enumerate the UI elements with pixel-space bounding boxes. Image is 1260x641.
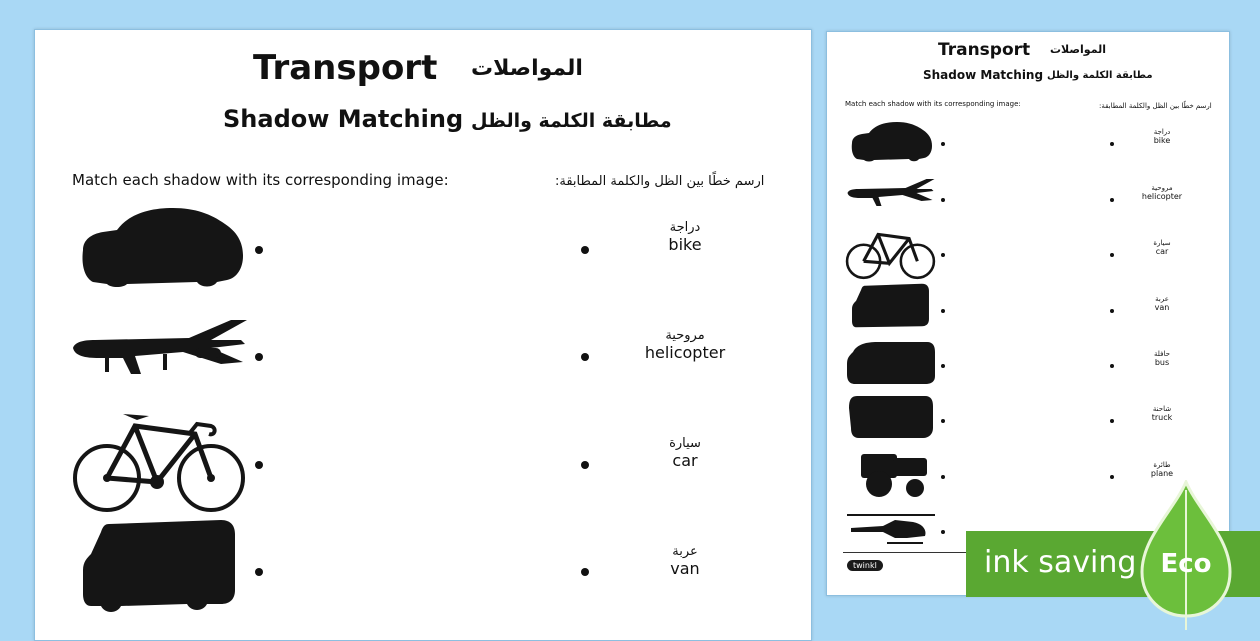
worksheet-subtitle-arabic: مطابقة الكلمة والظل [471,110,672,132]
word-english: bike [1153,136,1171,145]
word-arabic: دراجة [1153,128,1171,136]
bus-silhouette [847,342,935,384]
word-item [1127,184,1197,201]
word-arabic: دراجة [669,220,701,235]
bicycle-silhouette [71,410,249,514]
match-dot-right[interactable] [1110,419,1114,423]
word-arabic: حافلة [1154,350,1170,358]
van-silhouette [81,518,239,614]
instruction-text-arabic: ارسم خطًا بين الظل والكلمة المطابقة: [555,174,765,189]
match-dot-right[interactable] [1110,253,1114,257]
word-item [615,544,755,578]
preview-title-arabic: المواصلات [1050,43,1106,56]
word-english: helicopter [644,343,726,362]
word-english: van [1154,303,1170,312]
plane-silhouette [71,318,249,390]
worksheet-subtitle: Shadow Matching [223,105,464,133]
word-item [615,328,755,362]
worksheet-title: Transport [253,48,438,88]
match-dot-right[interactable] [1110,142,1114,146]
word-arabic: سيارة [1153,239,1171,247]
preview-subtitle: Shadow Matching [923,68,1044,82]
eco-drop-icon [1138,480,1234,630]
instruction-text: Match each shadow with its corresponding image: [72,171,449,189]
match-dot-right[interactable] [581,246,589,254]
match-dot-left[interactable] [255,568,263,576]
word-arabic: عربة [1155,295,1169,303]
plane-silhouette [845,178,937,214]
match-dot-left[interactable] [941,475,945,479]
word-item [1127,295,1197,312]
word-arabic: مروحية [665,328,705,343]
car-silhouette [77,204,245,288]
preview-instruction-arabic: ارسم خطًا بين الظل والكلمة المطابقة: [1099,102,1212,110]
word-english: car [1155,247,1169,256]
match-dot-right[interactable] [581,353,589,361]
match-dot-left[interactable] [941,364,945,368]
match-dot-left[interactable] [255,353,263,361]
bicycle-silhouette [845,226,937,280]
word-arabic: طائرة [1153,461,1171,469]
ink-saving-label: ink saving [984,545,1137,580]
match-dot-left[interactable] [941,198,945,202]
match-dot-right[interactable] [1110,364,1114,368]
preview-instruction: Match each shadow with its corresponding image: [845,100,1021,108]
match-dot-right[interactable] [1110,309,1114,313]
word-english: car [672,451,698,470]
match-dot-right[interactable] [581,461,589,469]
word-item [615,220,755,254]
word-item [1127,405,1197,422]
word-item [1127,350,1197,367]
match-dot-left[interactable] [941,530,945,534]
word-english: van [670,559,700,578]
match-dot-left[interactable] [941,142,945,146]
van-silhouette [851,282,931,332]
match-dot-left[interactable] [941,253,945,257]
word-arabic: مروحية [1151,184,1173,192]
match-dot-right[interactable] [1110,198,1114,202]
word-item [1127,239,1197,256]
word-english: bus [1154,358,1170,367]
match-dot-right[interactable] [581,568,589,576]
word-arabic: شاحنة [1152,405,1172,413]
truck-silhouette [849,396,933,438]
preview-title: Transport [938,40,1031,60]
word-arabic: عربة [672,544,698,559]
worksheet-page [34,29,812,641]
worksheet-title-arabic: المواصلات [471,56,583,81]
word-english: truck [1151,413,1173,422]
match-dot-left[interactable] [255,246,263,254]
match-dot-right[interactable] [1110,475,1114,479]
word-item [615,436,755,470]
word-english: bike [668,235,702,254]
preview-subtitle-arabic: مطابقة الكلمة والظل [1047,70,1153,81]
word-english: helicopter [1141,192,1183,201]
helicopter-silhouette [847,510,935,548]
twinkl-logo: twinkl [847,560,883,571]
match-dot-left[interactable] [941,309,945,313]
word-english: plane [1150,469,1174,478]
tractor-silhouette [853,448,931,498]
eco-label: Eco [1160,549,1212,579]
car-silhouette [847,120,935,162]
word-item [1127,461,1197,478]
word-arabic: سيارة [669,436,701,451]
match-dot-left[interactable] [255,461,263,469]
match-dot-left[interactable] [941,419,945,423]
word-item [1127,128,1197,145]
